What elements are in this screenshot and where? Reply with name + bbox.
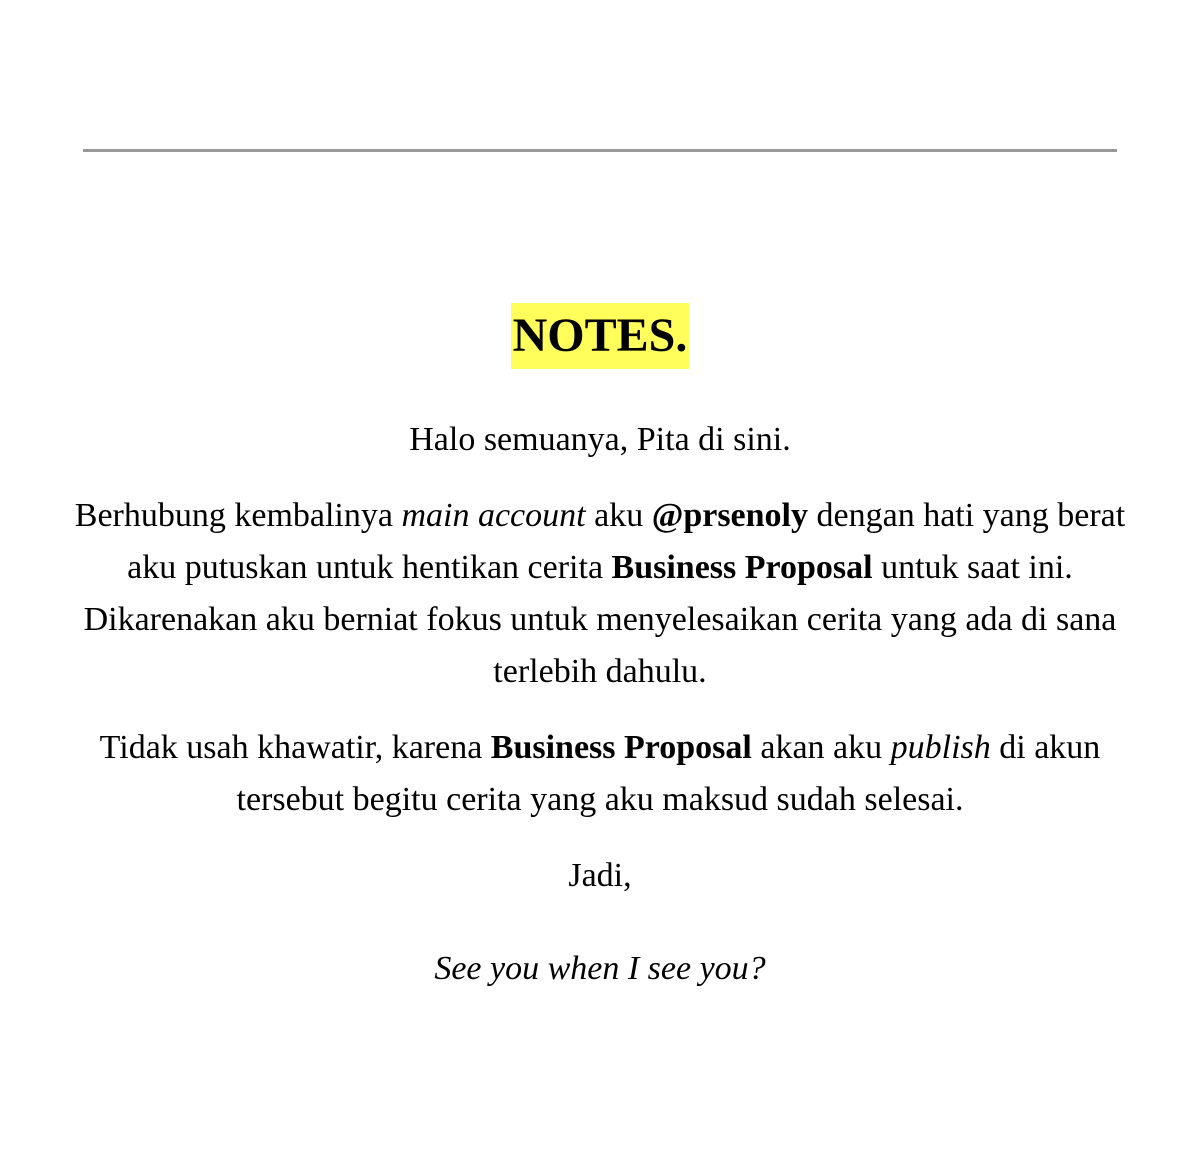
main-account-emphasis: main account	[401, 497, 586, 534]
paragraph1-text-4: untuk saat ini. Dikarenakan aku berniat fokus untuk menyelesaikan cerita yang ada di sana terlebih dahulu.	[83, 549, 1117, 690]
story-title: Business Proposal	[611, 549, 873, 586]
signoff-line	[60, 943, 1140, 995]
paragraph2-text-3: di akun tersebut begitu cerita yang aku maksud sudah selesai.	[236, 729, 1101, 818]
horizontal-divider	[83, 149, 1117, 152]
greeting: Halo semuanya, Pita di sini.	[409, 421, 791, 458]
paragraph-publish	[60, 722, 1140, 826]
closing-line: Jadi,	[568, 857, 632, 894]
paragraph1-text-2: aku	[585, 497, 652, 534]
story-title: Business Proposal	[490, 729, 752, 766]
paragraph1-text-3: dengan hati yang berat aku putuskan untuk hentikan cerita	[127, 497, 1126, 586]
paragraph2-text-2: akan aku	[751, 729, 891, 766]
title-block	[60, 303, 1140, 376]
notes-title: NOTES.	[511, 303, 690, 369]
paragraph2-text-1: Tidak usah khawatir, karena	[99, 729, 491, 766]
publish-emphasis: publish	[890, 729, 991, 766]
paragraph-main-account	[60, 490, 1140, 698]
notes-content	[60, 303, 1140, 995]
account-handle: @prsenoly	[651, 497, 809, 534]
signoff-text: See you when I see you?	[434, 950, 766, 987]
paragraph1-text-1: Berhubung kembalinya	[74, 497, 402, 534]
